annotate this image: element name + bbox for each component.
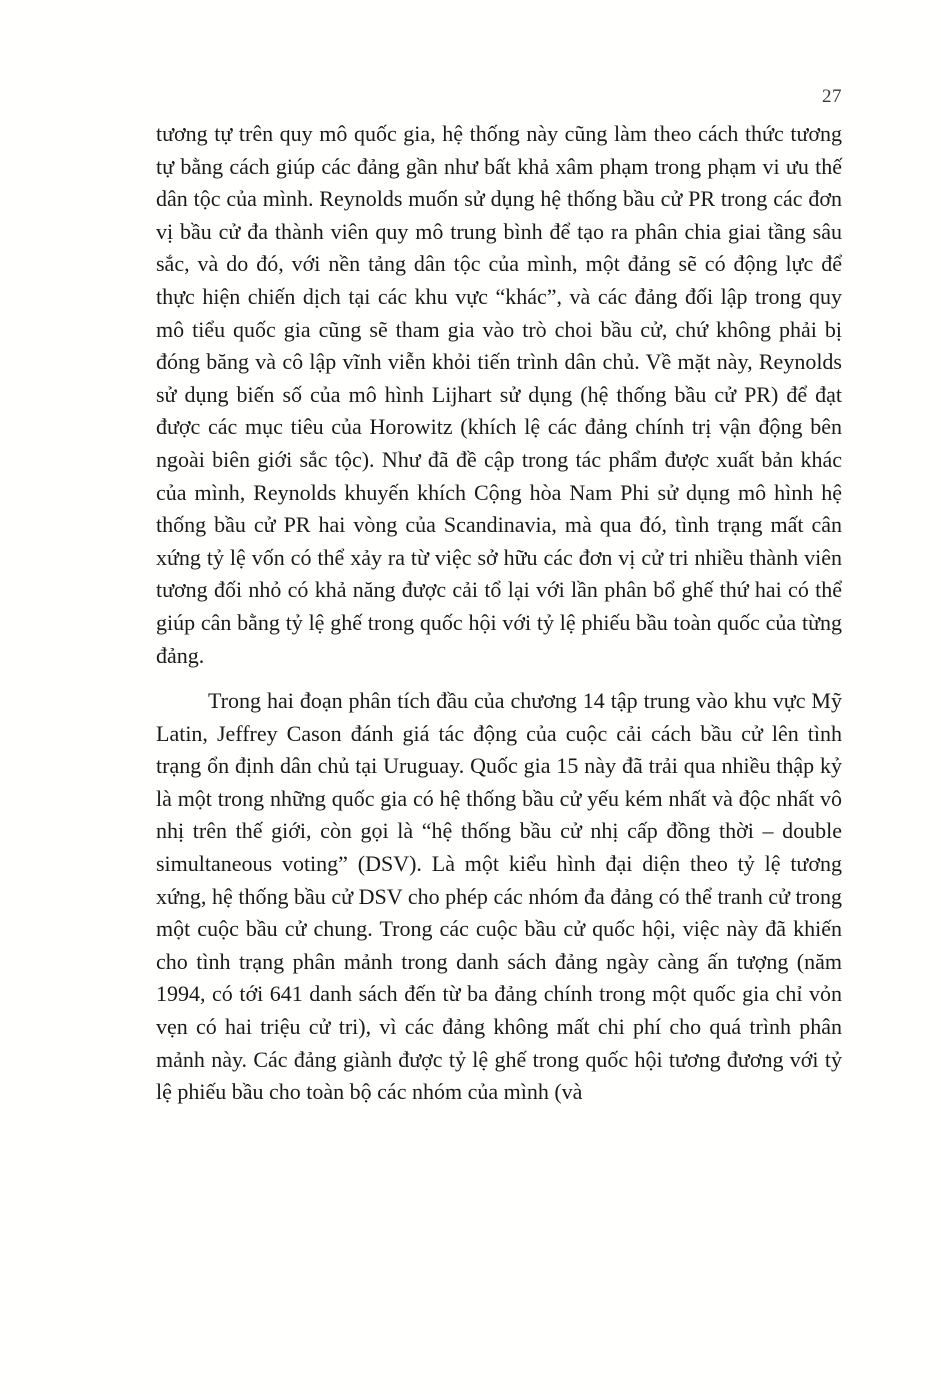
page-number: 27 — [822, 86, 842, 107]
body-text — [156, 118, 842, 1109]
paragraph-continued: tương tự trên quy mô quốc gia, hệ thống này cũng làm theo cách thức tương tự bằng cách giúp các đảng gần như bất khả xâm phạm trong phạm vi ưu thế dân tộc của mình. Reynolds muốn sử dụng hệ thống bầu cử PR trong các đơn vị bầu cử đa thành viên quy mô trung bình để tạo ra phân chia giai tầng sâu sắc, và do đó, với nền tảng dân tộc của mình, một đảng sẽ có động lực để thực hiện chiến dịch tại các khu vực “khác”, và các đảng đối lập trong quy mô tiểu quốc gia cũng sẽ tham gia vào trò choi bầu cử, chứ không phải bị đóng băng và cô lập vĩnh viễn khỏi tiến trình dân chủ. Về mặt này, Reynolds sử dụng biến số của mô hình Lijhart sử dụng (hệ thống bầu cử PR) để đạt được các mục tiêu của Horowitz (khích lệ các đảng chính trị vận động bên ngoài biên giới sắc tộc). Như đã đề cập trong tác phẩm được xuất bản khác của mình, Reynolds khuyến khích Cộng hòa Nam Phi sử dụng mô hình hệ thống bầu cử PR hai vòng của Scandinavia, mà qua đó, tình trạng mất cân xứng tỷ lệ vốn có thể xảy ra từ việc sở hữu các đơn vị cử tri nhiều thành viên tương đối nhỏ có khả năng được cải tổ lại với lần phân bổ ghế thứ hai có thể giúp cân bằng tỷ lệ ghế trong quốc hội với tỷ lệ phiếu bầu toàn quốc của từng đảng. — [156, 121, 842, 668]
paragraph-uruguay: Trong hai đoạn phân tích đầu của chương 14 tập trung vào khu vực Mỹ Latin, Jeffrey Cason đánh giá tác động của cuộc cải cách bầu cử lên tình trạng ổn định dân chủ tại Uruguay. Quốc gia 15 này đã trải qua nhiều thập kỷ là một trong những quốc gia có hệ thống bầu cử yếu kém nhất và độc nhất vô nhị trên thế giới, còn gọi là “hệ thống bầu cử nhị cấp đồng thời – double simultaneous voting” (DSV). Là một kiểu hình đại diện theo tỷ lệ tương xứng, hệ thống bầu cử DSV cho phép các nhóm đa đảng có thể tranh cử trong một cuộc bầu cử chung. Trong các cuộc bầu cử quốc hội, việc này đã khiến cho tình trạng phân mảnh trong danh sách đảng ngày càng ấn tượng (năm 1994, có tới 641 danh sách đến từ ba đảng chính trong một quốc gia chỉ vỏn vẹn có hai triệu cử tri), vì các đảng không mất chi phí cho quá trình phân mảnh này. Các đảng giành được tỷ lệ ghế trong quốc hội tương đương với tỷ lệ phiếu bầu cho toàn bộ các nhóm của mình (và — [156, 688, 842, 1105]
